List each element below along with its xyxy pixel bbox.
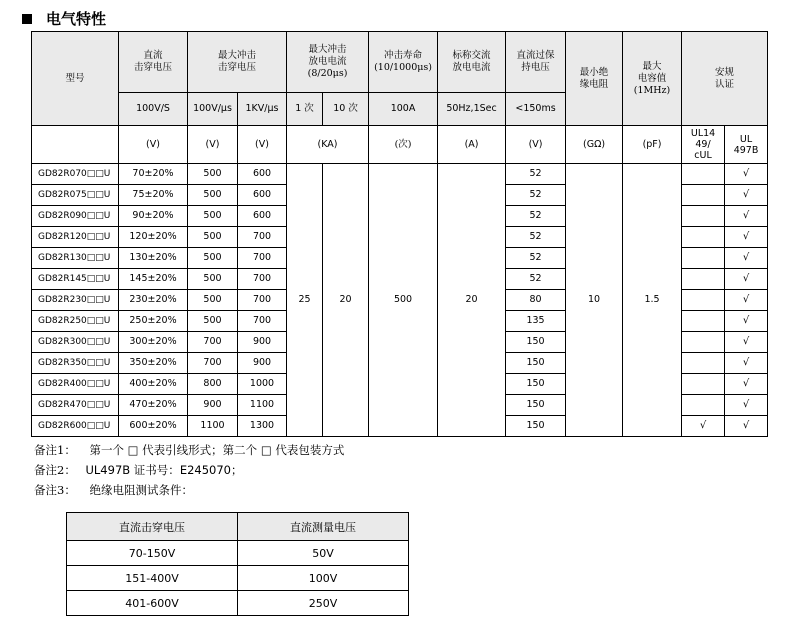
note-2-text: 证书号： xyxy=(130,463,180,477)
imp2-cell: 900 xyxy=(238,332,287,353)
dc-cell: 70±20% xyxy=(119,164,188,185)
table-row xyxy=(67,591,409,616)
dc-cell: 400±20% xyxy=(119,374,188,395)
ul497b-cell: √ xyxy=(725,416,768,437)
table-row xyxy=(32,164,768,185)
note-2 xyxy=(34,460,344,480)
unit-v1: (V) xyxy=(119,126,188,164)
ul497b-cell: √ xyxy=(725,164,768,185)
note-2-bold: UL497B xyxy=(85,463,131,477)
cond-life: 100A xyxy=(369,93,438,126)
header-ac-discharge: 标称交流 放电电流 xyxy=(438,32,506,93)
hold-cell: 150 xyxy=(506,332,566,353)
header-impulse-life: 冲击寿命 (10/1000μs) xyxy=(369,32,438,93)
model-cell: GD82R090□□U xyxy=(32,206,119,227)
cond-hold: <150ms xyxy=(506,93,566,126)
hold-cell: 150 xyxy=(506,353,566,374)
insulation-test-table xyxy=(66,512,409,616)
note-3-label: 备注3： xyxy=(34,483,76,497)
hold-cell: 52 xyxy=(506,164,566,185)
ul497b-cell: √ xyxy=(725,185,768,206)
dc-cell: 600±20% xyxy=(119,416,188,437)
test-range-cell: 151-400V xyxy=(67,566,238,591)
imp2-cell: 1100 xyxy=(238,395,287,416)
square-bullet-icon xyxy=(22,14,32,24)
unit-v3: (V) xyxy=(238,126,287,164)
cert-ul497b: UL 497B xyxy=(725,126,768,164)
ul497b-cell: √ xyxy=(725,290,768,311)
ul497b-cell: √ xyxy=(725,395,768,416)
imp2-cell: 900 xyxy=(238,353,287,374)
imp1-cell: 900 xyxy=(188,395,238,416)
discharge-10-cell: 20 xyxy=(323,164,369,437)
test-voltage-cell: 50V xyxy=(238,541,409,566)
unit-v4: (V) xyxy=(506,126,566,164)
ul1449-cell xyxy=(682,374,725,395)
note-3-text: 绝缘电阻测试条件： xyxy=(89,483,193,497)
table-row xyxy=(67,566,409,591)
imp1-cell: 500 xyxy=(188,290,238,311)
cond-dc: 100V/S xyxy=(119,93,188,126)
header-model: 型号 xyxy=(32,32,119,126)
notes xyxy=(34,440,344,500)
imp1-cell: 500 xyxy=(188,185,238,206)
unit-a: (A) xyxy=(438,126,506,164)
ul1449-cell xyxy=(682,164,725,185)
insulation-cell: 10 xyxy=(566,164,623,437)
imp2-cell: 600 xyxy=(238,185,287,206)
imp1-cell: 700 xyxy=(188,332,238,353)
ul1449-cell xyxy=(682,332,725,353)
impulse-life-cell: 500 xyxy=(369,164,438,437)
capacitance-cell: 1.5 xyxy=(623,164,682,437)
imp1-cell: 800 xyxy=(188,374,238,395)
header-dc-holdover: 直流过保 持电压 xyxy=(506,32,566,93)
header-safety-cert: 安规 认证 xyxy=(682,32,768,126)
ul497b-cell: √ xyxy=(725,269,768,290)
note-2-cert: E245070； xyxy=(179,463,243,477)
hold-cell: 52 xyxy=(506,227,566,248)
header-max-impulse-discharge: 最大冲击 放电电流 (8/20μs) xyxy=(287,32,369,93)
ul497b-cell: √ xyxy=(725,332,768,353)
ul1449-cell xyxy=(682,395,725,416)
model-cell: GD82R250□□U xyxy=(32,311,119,332)
imp1-cell: 500 xyxy=(188,311,238,332)
cond-dis1: 1 次 xyxy=(287,93,323,126)
unit-ka: (KA) xyxy=(287,126,369,164)
imp2-cell: 700 xyxy=(238,269,287,290)
ul1449-cell xyxy=(682,353,725,374)
dc-cell: 300±20% xyxy=(119,332,188,353)
table-row xyxy=(67,541,409,566)
ul497b-cell: √ xyxy=(725,227,768,248)
unit-blank xyxy=(32,126,119,164)
imp1-cell: 500 xyxy=(188,206,238,227)
dc-cell: 90±20% xyxy=(119,206,188,227)
model-cell: GD82R300□□U xyxy=(32,332,119,353)
imp1-cell: 500 xyxy=(188,269,238,290)
test-range-cell: 70-150V xyxy=(67,541,238,566)
model-cell: GD82R600□□U xyxy=(32,416,119,437)
header-max-impulse-breakdown: 最大冲击 击穿电压 xyxy=(188,32,287,93)
cert-ul1449: UL14 49/ cUL xyxy=(682,126,725,164)
ul1449-cell xyxy=(682,185,725,206)
cond-ac: 50Hz,1Sec xyxy=(438,93,506,126)
ul1449-cell: √ xyxy=(682,416,725,437)
ul497b-cell: √ xyxy=(725,353,768,374)
ul497b-cell: √ xyxy=(725,374,768,395)
imp2-cell: 600 xyxy=(238,206,287,227)
ul497b-cell: √ xyxy=(725,248,768,269)
test-voltage-cell: 250V xyxy=(238,591,409,616)
imp1-cell: 1100 xyxy=(188,416,238,437)
model-cell: GD82R075□□U xyxy=(32,185,119,206)
cond-imp1: 100V/μs xyxy=(188,93,238,126)
imp1-cell: 500 xyxy=(188,248,238,269)
note-2-label: 备注2： xyxy=(34,463,76,477)
imp2-cell: 700 xyxy=(238,311,287,332)
hold-cell: 52 xyxy=(506,248,566,269)
hold-cell: 52 xyxy=(506,185,566,206)
section-title xyxy=(22,8,106,29)
model-cell: GD82R350□□U xyxy=(32,353,119,374)
hold-cell: 52 xyxy=(506,269,566,290)
imp2-cell: 1300 xyxy=(238,416,287,437)
note-1-text: 第一个 □ 代表引线形式；第二个 □ 代表包装方式 xyxy=(89,443,345,457)
ul497b-cell: √ xyxy=(725,206,768,227)
imp2-cell: 1000 xyxy=(238,374,287,395)
ul1449-cell xyxy=(682,290,725,311)
model-cell: GD82R470□□U xyxy=(32,395,119,416)
ul497b-cell: √ xyxy=(725,311,768,332)
dc-cell: 130±20% xyxy=(119,248,188,269)
ac-discharge-cell: 20 xyxy=(438,164,506,437)
hold-cell: 150 xyxy=(506,416,566,437)
test-header-voltage: 直流测量电压 xyxy=(238,513,409,541)
dc-cell: 350±20% xyxy=(119,353,188,374)
cond-dis2: 10 次 xyxy=(323,93,369,126)
model-cell: GD82R070□□U xyxy=(32,164,119,185)
header-max-capacitance: 最大 电容值 (1MHz) xyxy=(623,32,682,126)
hold-cell: 135 xyxy=(506,311,566,332)
dc-cell: 230±20% xyxy=(119,290,188,311)
cond-imp2: 1KV/μs xyxy=(238,93,287,126)
hold-cell: 80 xyxy=(506,290,566,311)
model-cell: GD82R130□□U xyxy=(32,248,119,269)
model-cell: GD82R120□□U xyxy=(32,227,119,248)
hold-cell: 52 xyxy=(506,206,566,227)
note-1 xyxy=(34,440,344,460)
imp2-cell: 700 xyxy=(238,248,287,269)
unit-times: (次) xyxy=(369,126,438,164)
dc-cell: 470±20% xyxy=(119,395,188,416)
unit-gohm: (GΩ) xyxy=(566,126,623,164)
electrical-spec-table xyxy=(31,31,768,437)
hold-cell: 150 xyxy=(506,395,566,416)
imp2-cell: 700 xyxy=(238,290,287,311)
imp1-cell: 500 xyxy=(188,227,238,248)
ul1449-cell xyxy=(682,227,725,248)
imp2-cell: 600 xyxy=(238,164,287,185)
dc-cell: 75±20% xyxy=(119,185,188,206)
ul1449-cell xyxy=(682,269,725,290)
note-1-label: 备注1： xyxy=(34,443,76,457)
test-range-cell: 401-600V xyxy=(67,591,238,616)
dc-cell: 120±20% xyxy=(119,227,188,248)
test-voltage-cell: 100V xyxy=(238,566,409,591)
header-min-insulation: 最小绝 缘电阻 xyxy=(566,32,623,126)
model-cell: GD82R400□□U xyxy=(32,374,119,395)
hold-cell: 150 xyxy=(506,374,566,395)
ul1449-cell xyxy=(682,311,725,332)
note-3 xyxy=(34,480,344,500)
imp1-cell: 500 xyxy=(188,164,238,185)
ul1449-cell xyxy=(682,206,725,227)
discharge-1-cell: 25 xyxy=(287,164,323,437)
section-title-text: 电气特性 xyxy=(46,10,107,28)
unit-pf: (pF) xyxy=(623,126,682,164)
model-cell: GD82R145□□U xyxy=(32,269,119,290)
model-cell: GD82R230□□U xyxy=(32,290,119,311)
test-header-range: 直流击穿电压 xyxy=(67,513,238,541)
unit-v2: (V) xyxy=(188,126,238,164)
imp2-cell: 700 xyxy=(238,227,287,248)
dc-cell: 250±20% xyxy=(119,311,188,332)
ul1449-cell xyxy=(682,248,725,269)
dc-cell: 145±20% xyxy=(119,269,188,290)
header-dc-breakdown: 直流 击穿电压 xyxy=(119,32,188,93)
imp1-cell: 700 xyxy=(188,353,238,374)
